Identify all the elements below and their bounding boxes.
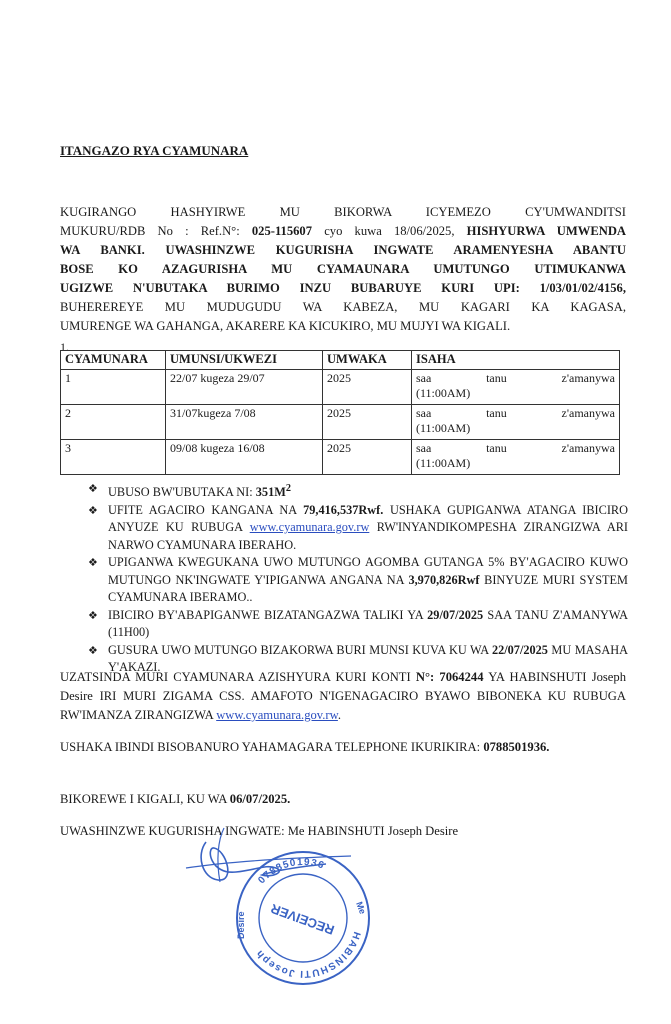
payment-paragraph: UZATSINDA MURI CYAMUNARA AZISHYURA KURI KONTI N°: 7064244 YA HABINSHUTI Joseph Desire IRI MURI ZIGAMA CSS. AMAFOTO N'IGENAGACIRO BYAWO BIBONEKA KU RUBUGA RW'IMANZA ZIRANGIZWA www.cyamunara.gov.rw. (60, 670, 626, 722)
signatory-line: UWASHINZWE KUGURISHA INGWATE: Me HABINSHUTI Joseph Desire (60, 824, 459, 838)
auction-schedule-table (60, 350, 620, 475)
website-link[interactable]: www.cyamunara.gov.rw (249, 520, 370, 535)
svg-text:0788501936 (256, 857, 326, 886)
receiver-stamp (228, 843, 378, 993)
list-item: ❖ GUSURA UWO MUTUNGO BIZAKORWA BURI MUNSI KUVA KU WA 22/07/2025 MU MASAHA Y'AKAZI. (88, 642, 629, 675)
diamond-bullet-icon: ❖ (88, 503, 98, 517)
intro-paragraph (60, 203, 626, 336)
table-row (61, 370, 620, 405)
table-cell: 31/07kugeza 7/08 (166, 405, 323, 440)
column-header: UMUNSI/UKWEZI (166, 351, 323, 370)
table-row (61, 405, 620, 440)
table-cell: 2025 (323, 370, 412, 405)
list-item: ❖ UBUSO BW'UBUTAKA NI: $351M^2$ (88, 482, 291, 500)
intro-line: UMURENGE WA GAHANGA, AKARERE KA KICUKIRO, MU MUJYI WA KIGALI. (60, 319, 511, 333)
stamp-left-text: Desire (236, 911, 246, 939)
website-link[interactable]: www.cyamunara.gov.rw (216, 708, 338, 722)
intro-line: BOSE KO AZAGURISHA MU CYAMAUNARA UMUTUNGO UTIMUKANWA (60, 262, 626, 276)
svg-text:HABINSHUTI Joseph (254, 930, 362, 979)
intro-line: UGIZWE N'UBUTAKA BURIMO INZU BUBARUYE KURI UPI: 1/03/01/02/4156, (60, 281, 626, 295)
table-cell: 2025 (323, 405, 412, 440)
column-header: ISAHA (412, 351, 620, 370)
column-header: CYAMUNARA (61, 351, 166, 370)
diamond-bullet-icon: ❖ (88, 556, 98, 570)
contact-paragraph: USHAKA IBINDI BISOBANURO YAHAMAGARA TELEPHONE IKURIKIRA: 0788501936. (60, 740, 550, 754)
diamond-bullet-icon: ❖ (88, 482, 98, 495)
table-cell: 22/07 kugeza 29/07 (166, 370, 323, 405)
list-item: ❖ UFITE AGACIRO KANGANA NA 79,416,537Rwf. USHAKA GUPIGANWA ATANGA IBICIRO ANYUZE KU RUBUGA www.cyamunara.gov.rw RW'INYANDIKOMPESHA ZIRANGIZWA ARI NARWO CYAMUNARA IBERAHO. (88, 502, 629, 552)
diamond-bullet-icon: ❖ (88, 643, 98, 657)
table-cell: saa tanu z'amanywa (11:00AM) (412, 440, 620, 475)
table-row (61, 440, 620, 475)
stamp-top-text: 0788501936 (256, 856, 327, 887)
table-cell: 09/08 kugeza 16/08 (166, 440, 323, 475)
column-header: UMWAKA (323, 351, 412, 370)
table-cell: 2 (61, 405, 166, 440)
stamp-bottom-text: HABINSHUTI Joseph (253, 930, 363, 980)
place-date: BIKOREWE I KIGALI, KU WA 06/07/2025. (60, 792, 291, 806)
page-title: ITANGAZO RYA CYAMUNARA (60, 143, 249, 158)
table-cell: 3 (61, 440, 166, 475)
intro-line: BUHEREREYE MU MUDUGUDU WA KABEZA, MU KAGARI KA KAGASA, (60, 300, 626, 314)
intro-line: KUGIRANGO HASHYIRWE MU BIKORWA ICYEMEZO CY'UMWANDITSI (60, 205, 626, 219)
list-item: ❖ IBICIRO BY'ABAPIGANWE BIZATANGAZWA TALIKI YA 29/07/2025 SAA TANU Z'AMANYWA (11H00) (88, 607, 628, 640)
stamp-center-text: RECEIVER (268, 900, 337, 938)
list-number: 1. (60, 340, 69, 354)
details-list (88, 480, 628, 677)
intro-line: MUKURU/RDB No : Ref.N°: 025-115607 cyo kuwa 18/06/2025, HISHYURWA UMWENDA (60, 224, 627, 238)
table-cell: saa tanu z'amanywa (11:00AM) (412, 370, 620, 405)
table-header-row (61, 351, 620, 370)
table-cell: 2025 (323, 440, 412, 475)
stamp-right-text: Me (354, 900, 368, 916)
diamond-bullet-icon: ❖ (88, 608, 98, 622)
table-cell: saa tanu z'amanywa (11:00AM) (412, 405, 620, 440)
intro-line: WA BANKI. UWASHINZWE KUGURISHA INGWATE ARAMENYESHA ABANTU (60, 243, 626, 257)
table-cell: 1 (61, 370, 166, 405)
list-item: ❖ UPIGANWA KWEGUKANA UWO MUTUNGO AGOMBA GUTANGA 5% BY'AGACIRO KUWO MUTUNGO NK'INGWATE Y'IPIGANWA ANGANA NA 3,970,826Rwf BINYUZE MURI SYSTEM CYAMUNARA IBERAMO.. (88, 555, 628, 605)
